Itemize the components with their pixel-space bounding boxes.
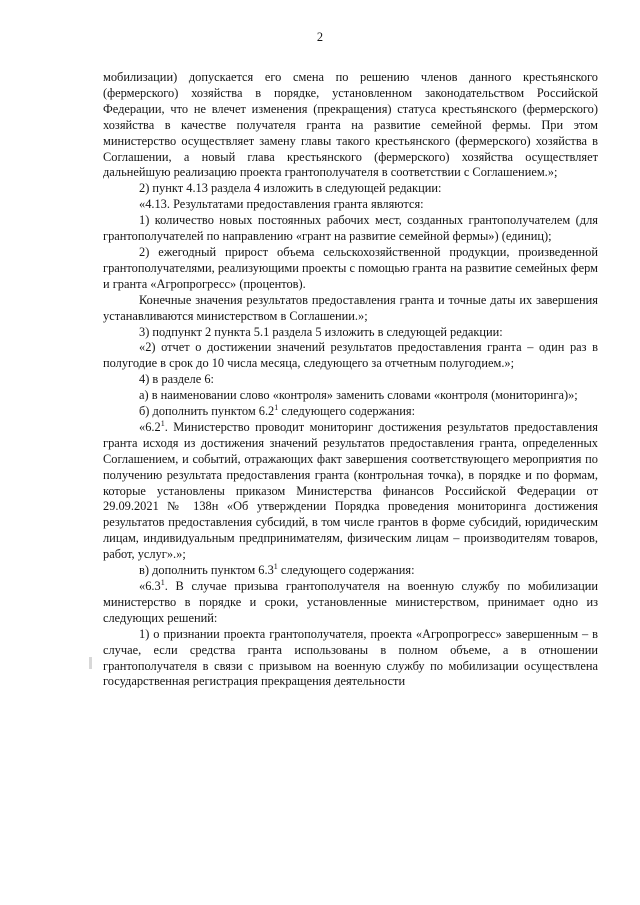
paragraph-text: следующего содержания: [277,563,415,578]
margin-mark [89,657,92,669]
paragraph-p15: 1) о признании проекта грантополучателя, проекта «Агропрогресс» завершенным – в случае, если средства гранта использованы в полном объеме, а в отношении грантополучателя в связи с призывом на военную службу по мобилизации осуществлена государственная регистрация прекращения деятельности [103,626,598,689]
paragraph-text: следующего содержания: [278,404,416,419]
superscript-index: 1 [160,578,165,587]
paragraph-p14 [103,579,598,627]
paragraph-p10: а) в наименовании слово «контроля» заменить словами «контроля (мониторинга)»; [139,388,578,403]
paragraph-p12 [103,420,598,563]
paragraph-p11 [103,404,598,420]
paragraph-p03: «4.13. Результатами предоставления гранта являются: [139,197,424,212]
superscript-index: 1 [274,403,279,413]
paragraph-p02: 2) пункт 4.13 раздела 4 изложить в следующей редакции: [139,181,442,196]
paragraph-text: «6.2 [139,419,161,434]
superscript-index: 1 [273,562,278,572]
paragraph-p07: 3) подпункт 2 пункта 5.1 раздела 5 изложить в следующей редакции: [139,324,503,339]
superscript-index: 1 [160,418,165,428]
paragraph-text: б) дополнить пунктом 6.2 [139,404,275,419]
paragraph-p13 [103,563,598,579]
paragraph-text: . В случае призыва грантополучателя на военную службу по мобилизации министерство в порядке и сроки, установленные министерством, принимает одно из следующих решений: [103,579,598,625]
paragraph-p05: 2) ежегодный прирост объема сельскохозяйственной продукции, произведенной грантополучателями, реализующими проекты с помощью гранта на развитие семейных ферм и гранта «Агропрогресс» (процентов). [103,244,598,291]
paragraph-p06: Конечные значения результатов предоставления гранта и точные даты их завершения устанавливаются министерством в Соглашении.»; [103,292,598,323]
paragraph-p09: 4) в разделе 6: [139,372,214,387]
paragraph-text: «6.3 [139,579,161,593]
paragraph-p08: «2) отчет о достижении значений результатов предоставления гранта – один раз в полугодие в срок до 10 числа месяца, следующего за отчетным полугодием.»; [103,340,598,371]
paragraph-text: . Министерство проводит мониторинг достижения результатов предоставления гранта исходя из достижения значений результатов предоставления гранта, определенных Соглашением, и событий, отражающих факт завершения соответствующего мероприятия по получению результата предоставления гранта (контрольная точка), в порядке и по формам, которые установлены приказом Министерства финансов Российской Федерации от 29.09.2021 № 138н «Об утверждении Порядка проведения мониторинга достижения результатов предоставления субсидий, в том числе грантов в форме субсидий, юридическим лицам, индивидуальным предпринимателям, физическим лицам – производителям товаров, работ, услуг».»; [103,419,598,562]
page-number: 2 [316,30,324,44]
paragraph-text: в) дополнить пунктом 6.3 [139,563,274,578]
paragraph-p01: мобилизации) допускается его смена по решению членов данного крестьянского (фермерского) хозяйства в порядке, установленном законодательством Российской Федерации, что не влечет изменения (прекращения) статуса крестьянского (фермерского) хозяйства в качестве получателя гранта на развитие семейной фермы. При этом министерство осуществляет замену главы такого крестьянского (фермерского) хозяйства в Соглашении, а новый глава крестьянского (фермерского) хозяйства осуществляет дальнейшую реализацию проекта грантополучателя в соответствии с Соглашением.»; [103,70,598,180]
document-body [103,70,598,690]
paragraph-p04: 1) количество новых постоянных рабочих мест, созданных грантополучателем (для грантополучателей по направлению «грант на развитие семейной фермы») (единиц); [103,213,598,244]
